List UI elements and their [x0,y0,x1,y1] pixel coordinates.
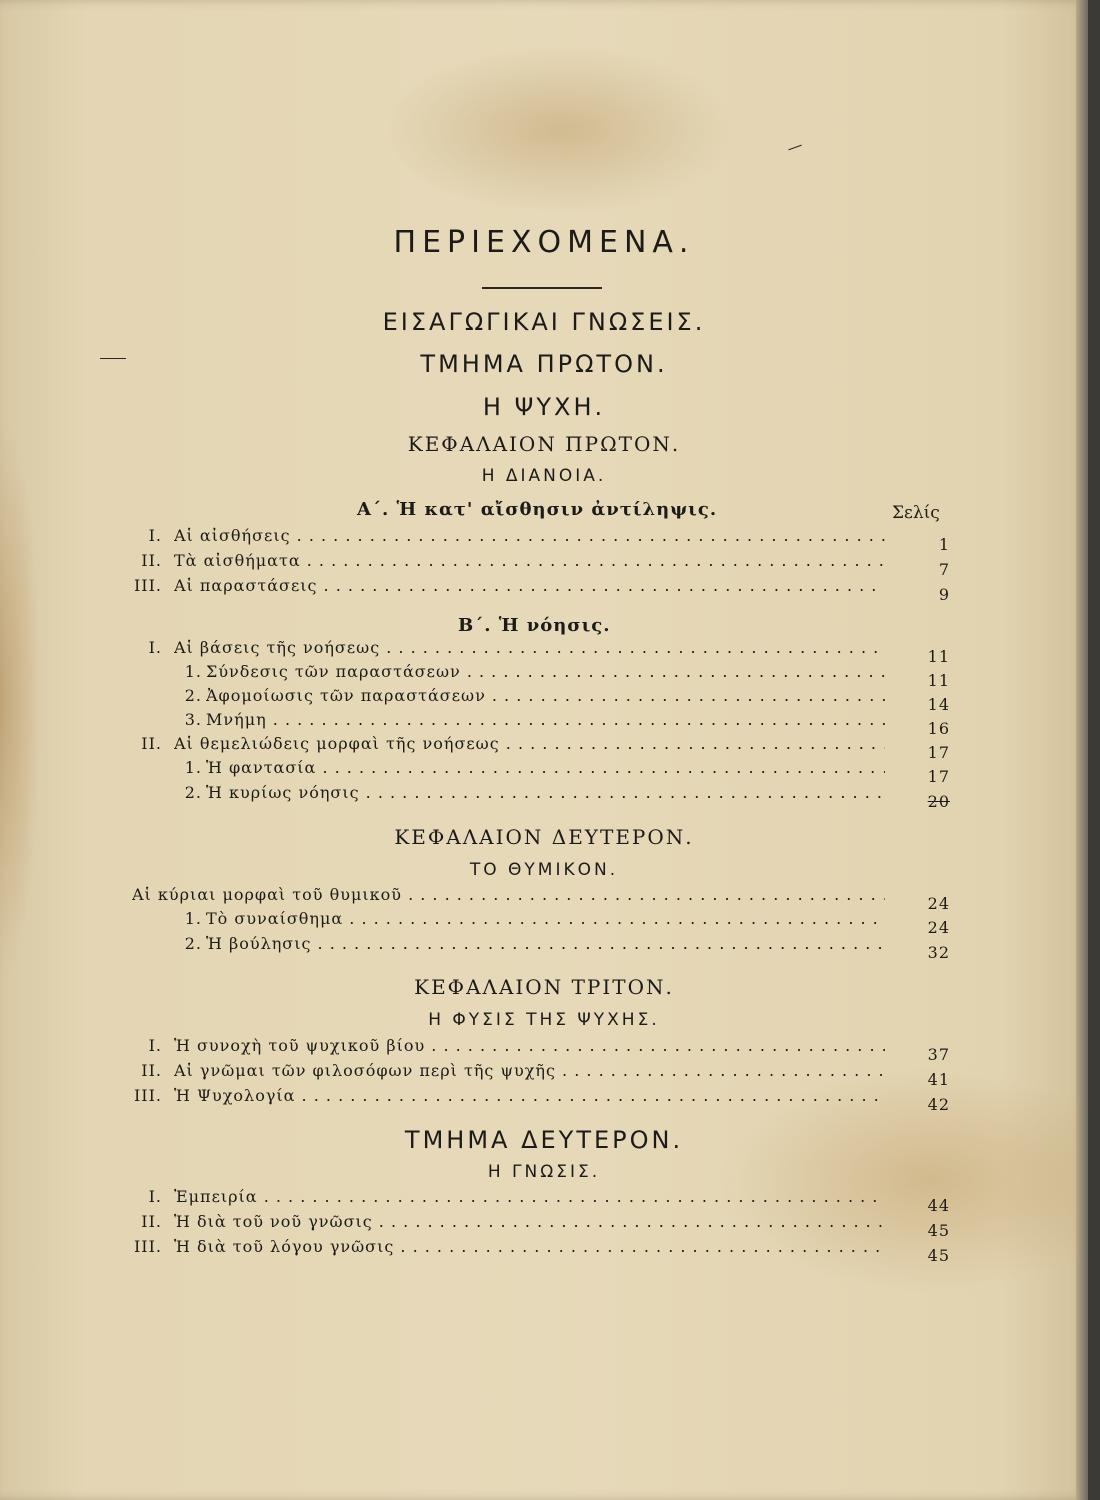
entry-title: Αἱ αἰσθήσεις . . . [174,526,885,545]
entry-number: I. [148,638,162,657]
entry-title: Ἀφομοίωσις τῶν παραστάσεων . . . [206,686,885,705]
intro-heading: ΕΙΣΑΓΩΓΙΚΑΙ ΓΝΩΣΕΙΣ. [382,308,706,336]
entry-title: Ἡ βούλησις . . . [206,934,885,953]
entry-title: Ἡ διὰ τοῦ λόγου γνῶσις . . . [174,1237,885,1256]
entry-number: II. [141,734,162,753]
entry-title: Ἡ συνοχὴ τοῦ ψυχικοῦ βίου . . . [174,1036,885,1055]
entry-page: 45 [927,1221,950,1240]
toc-entry [120,1061,955,1089]
entry-number: 3. [184,710,202,729]
entry-page: 7 [938,560,950,579]
toc-entry [120,734,955,762]
toc-entry [120,1212,955,1240]
entry-page: 45 [927,1246,950,1265]
entry-page: 11 [927,671,950,690]
entry-number: I. [148,1187,162,1206]
entry-page: 17 [927,767,950,786]
toc-entry [120,1086,955,1114]
toc-entry [120,551,955,579]
part2-heading: ΤΜΗΜΑ ΔΕΥΤΕΡΟΝ. [404,1126,684,1154]
pencil-mark [788,145,801,151]
toc-entry [120,526,955,554]
entry-title: Ἡ φαντασία . . . [206,758,885,777]
entry-page: 44 [927,1196,950,1215]
entry-number: III. [133,576,162,595]
entry-page: 1 [938,535,950,554]
entry-page: 11 [927,647,950,666]
entry-number: II. [141,1212,162,1231]
entry-title: Αἱ κύριαι μορφαὶ τοῦ θυμικοῦ . . . [132,885,885,904]
chapter2-subject: ΤΟ ΘΥΜΙΚΟΝ. [469,860,619,880]
entry-title: Αἱ θεμελιώδεις μορφαὶ τῆς νοήσεως . . . [174,734,885,753]
toc-entry [120,934,955,962]
entry-page: 32 [927,943,950,962]
entry-title: Τὸ συναίσθημα . . . [206,909,885,928]
entry-title: Ἡ Ψυχολογία . . . [174,1086,885,1105]
entry-title: Μνήμη . . . [206,710,885,729]
entry-number: II. [141,1061,162,1080]
entry-page: 24 [927,918,950,937]
entry-number: II. [141,551,162,570]
entry-page: 14 [927,695,950,714]
entry-page: 37 [927,1045,950,1064]
chapter2-heading: ΚΕΦΑΛΑΙΟΝ ΔΕΥΤΕΡΟΝ. [394,825,694,849]
entry-title: Ἐμπειρία . . . [174,1187,885,1206]
chapter1-heading: ΚΕΦΑΛΑΙΟΝ ΠΡΩΤΟΝ. [407,432,681,456]
entry-page: 20 [927,792,950,811]
toc-entry [120,576,955,604]
entry-title: Αἱ γνῶμαι τῶν φιλοσόφων περὶ τῆς ψυχῆς . . . [174,1061,885,1080]
entry-title: Αἱ παραστάσεις . . . [174,576,885,595]
toc-entry [120,1237,955,1265]
title-divider [482,287,602,289]
toc-entry [120,686,955,714]
entry-page: 17 [927,743,950,762]
page-column-label: Σελίς [892,503,940,523]
entry-title: Σύνδεσις τῶν παραστάσεων . . . [206,662,885,681]
toc-entry [120,758,955,786]
entry-title: Ἡ κυρίως νόησις . . . [206,783,885,802]
part2-subject: Η ΓΝΩΣΙΣ. [487,1162,601,1182]
toc-entry [120,909,955,937]
entry-page: 41 [927,1070,950,1089]
toc-entry [120,662,955,690]
toc-entry [120,1187,955,1215]
toc-entry [120,710,955,738]
entry-title: Ἡ διὰ τοῦ νοῦ γνῶσις . . . [174,1212,885,1231]
toc-entry [120,885,955,913]
entry-number: 1. [184,662,202,681]
chapter1-subject: Η ΔΙΑΝΟΙΑ. [481,466,607,486]
entry-number: III. [133,1086,162,1105]
entry-number: 2. [184,686,202,705]
pencil-mark [100,358,126,359]
entry-page: 9 [938,585,950,604]
entry-page: 24 [927,894,950,913]
toc-entry [120,783,955,811]
section-b-heading: Β΄. Ἡ νόησις. [458,615,611,636]
entry-number: 1. [184,758,202,777]
entry-number: 2. [184,934,202,953]
entry-number: III. [133,1237,162,1256]
entry-number: 2. [184,783,202,802]
chapter3-heading: ΚΕΦΑΛΑΙΟΝ ΤΡΙΤΟΝ. [414,975,674,999]
entry-number: I. [148,1036,162,1055]
entry-title: Τὰ αἰσθήματα . . . [174,551,885,570]
chapter3-subject: Η ΦΥΣΙΣ ΤΗΣ ΨΥΧΗΣ. [428,1010,660,1030]
entry-title: Αἱ βάσεις τῆς νοήσεως . . . [174,638,885,657]
section-a-heading: Α΄. Ἡ κατ' αἴσθησιν ἀντίληψις. [357,499,718,520]
contents-title: ΠΕΡΙΕΧΟΜΕΝΑ. [393,225,695,260]
entry-page: 16 [927,719,950,738]
toc-entry [120,638,955,666]
entry-number: I. [148,526,162,545]
part1-heading: ΤΜΗΜΑ ΠΡΩΤΟΝ. [420,350,668,378]
entry-page: 42 [927,1095,950,1114]
part1-subject: Η ΨΥΧΗ. [482,393,606,421]
entry-number: 1. [184,909,202,928]
toc-entry [120,1036,955,1064]
